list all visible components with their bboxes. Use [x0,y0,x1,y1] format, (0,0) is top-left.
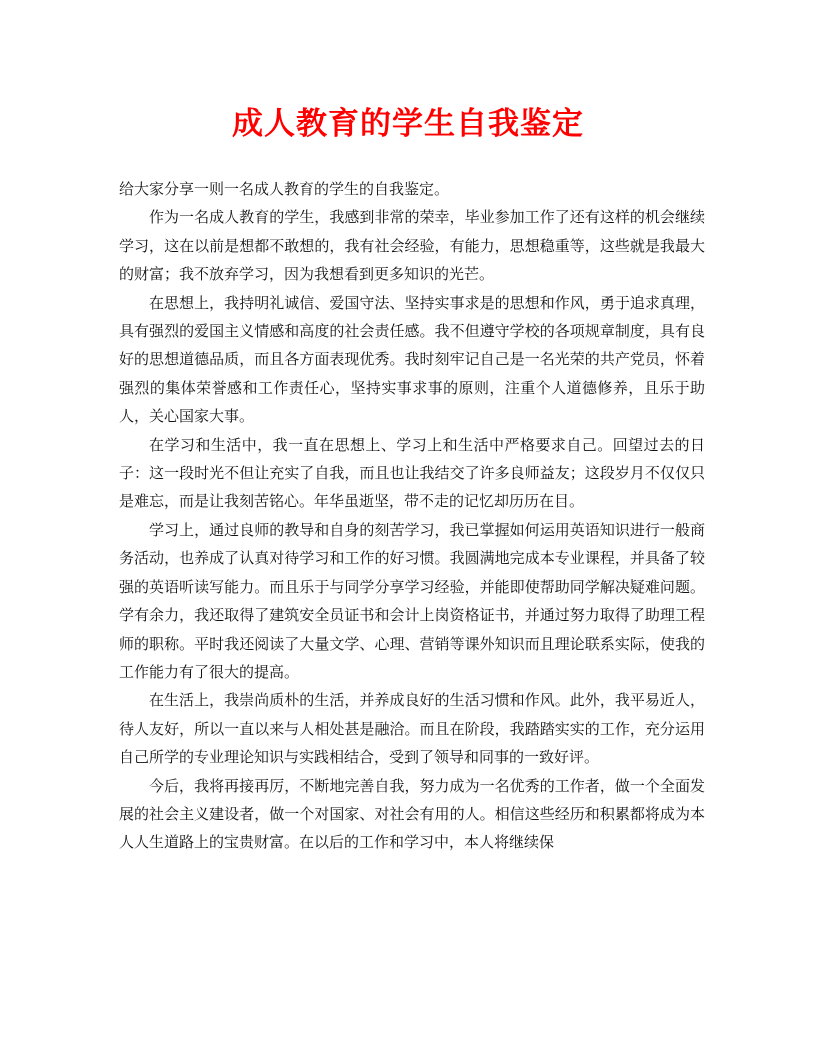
body-paragraph-4: 学习上，通过良师的教导和自身的刻苦学习，我已掌握如何运用英语知识进行一般商务活动，也养成了认真对待学习和工作的好习惯。我圆满地完成本专业课程，并具备了较强的英语听读写能力。而且乐于与同学分享学习经验，并能即使帮助同学解决疑难问题。学有余力，我还取得了建筑安全员证书和会计上岗资格证书，并通过努力取得了助理工程师的职称。平时我还阅读了大量文学、心理、营销等课外知识而且理论联系实际，使我的工作能力有了很大的提高。 [119,520,705,681]
body-paragraph-1: 作为一名成人教育的学生，我感到非常的荣幸，毕业参加工作了还有这样的机会继续学习，这在以前是想都不敢想的，我有社会经验，有能力，思想稳重等，这些就是我最大的财富；我不放弃学习，因为我想看到更多知识的光芒。 [119,208,705,284]
body-paragraph-5: 在生活上，我崇尚质朴的生活，并养成良好的生活习惯和作风。此外，我平易近人，待人友好，所以一直以来与人相处甚是融洽。而且在阶段，我踏踏实实的工作，充分运用自己所学的专业理论知识与实践相结合，受到了领导和同事的一致好评。 [119,691,705,767]
body-paragraph-2: 在思想上，我持明礼诚信、爱国守法、坚持实事求是的思想和作风，勇于追求真理，具有强烈的爱国主义情感和高度的社会责任感。我不但遵守学校的各项规章制度，具有良好的思想道德品质，而且各方面表现优秀。我时刻牢记自己是一名光荣的共产党员，怀着强烈的集体荣誉感和工作责任心，坚持实事求事的原则，注重个人道德修养，且乐于助人，关心国家大事。 [119,293,705,426]
intro-paragraph: 给大家分享一则一名成人教育的学生的自我鉴定。 [119,180,450,198]
body-paragraph-3: 在学习和生活中，我一直在思想上、学习上和生活中严格要求自己。回望过去的日子：这一段时光不但让充实了自我，而且也让我结交了许多良师益友；这段岁月不仅仅只是难忘，而是让我刻苦铭心。年华虽逝坚，带不走的记忆却历历在目。 [119,435,705,511]
document-title: 成人教育的学生自我鉴定 [232,106,584,142]
document-body [119,175,705,857]
body-paragraph-6: 今后，我将再接再厉，不断地完善自我，努力成为一名优秀的工作者，做一个全面发展的社会主义建设者，做一个对国家、对社会有用的人。相信这些经历和积累都将成为本人人生道路上的宝贵财富。在以后的工作和学习中，本人将继续保 [119,776,705,852]
